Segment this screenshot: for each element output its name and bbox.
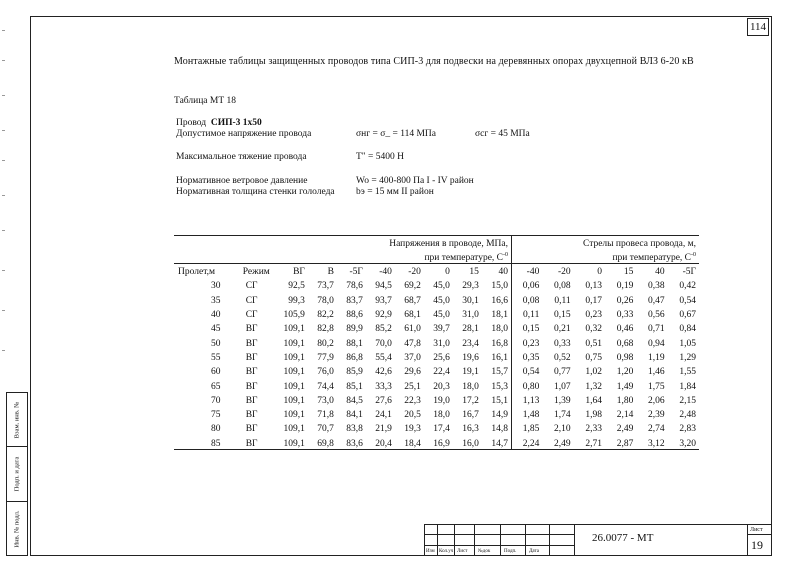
sag-cell: 0,11 (554, 295, 571, 306)
stress-cell: 70,7 (317, 424, 334, 435)
sag-cell: 0,56 (648, 310, 665, 321)
sag-row (511, 379, 699, 393)
sag-cell: 0,26 (616, 295, 634, 306)
sag-cell: 3,12 (648, 438, 665, 449)
stress-cell: 16,0 (462, 438, 479, 449)
stress-cell: 88,6 (346, 310, 363, 321)
mode-cell: ВГ (245, 324, 258, 335)
sag-row (511, 308, 699, 322)
page-number: 114 (747, 18, 769, 36)
sag-cell: 0,06 (522, 281, 540, 292)
sag-cell: 1,07 (554, 381, 571, 392)
strip-cell-sign: Подп. и дата (6, 446, 28, 502)
stress-row (174, 394, 511, 408)
sag-cell: 0,21 (554, 324, 571, 335)
sag-cell: 0,13 (585, 281, 602, 292)
sag-cell: 1,02 (585, 367, 602, 378)
stress-cell: 85,1 (346, 381, 363, 392)
stress-cell: 18,4 (404, 438, 421, 449)
stress-cell: 27,6 (375, 395, 392, 406)
sag-cell: 0,42 (679, 281, 696, 292)
document-title: Монтажные таблицы защищенных проводов типа СИП-3 для подвески на деревянных опорах двухцепной ВЛЗ 6-20 кВ (174, 56, 694, 67)
stress-cell: 18,0 (462, 381, 479, 392)
sag-cell: 1,98 (585, 410, 602, 421)
stress-cell: 19,0 (433, 395, 450, 406)
mode-cell: СГ (245, 295, 258, 306)
sag-cell: 0,17 (585, 295, 602, 306)
stress-row (174, 437, 511, 451)
sag-cell: 0,52 (554, 352, 571, 363)
table-id: Таблица МТ 18 (174, 96, 237, 106)
left-stamp-strip (6, 392, 28, 556)
sag-cell: 0,15 (554, 310, 571, 321)
stress-cell: 73,0 (317, 395, 334, 406)
sag-cell: 0,84 (679, 324, 696, 335)
stress-cell: 14,7 (491, 438, 508, 449)
ice-label: Нормативная толщина стенки гололеда (176, 187, 335, 197)
stress-cell: 80,2 (317, 338, 334, 349)
stress-cell: 78,0 (317, 295, 334, 306)
stress-cell: 18,1 (491, 310, 508, 321)
sag-cell: 0,51 (585, 338, 602, 349)
stress-cell: 24,1 (375, 410, 392, 421)
stress-cell: 78,6 (346, 281, 363, 292)
span-cell: 85 (210, 438, 221, 449)
sag-cell: 2,87 (616, 438, 634, 449)
stress-cell: 109,1 (283, 410, 305, 421)
stress-cell: 45,0 (433, 281, 450, 292)
sag-cell: 0,33 (554, 338, 571, 349)
sag-cell: 1,19 (648, 352, 665, 363)
sag-cell: 2,14 (616, 410, 634, 421)
sag-cell: 0,15 (522, 324, 540, 335)
stress-cell: 109,1 (283, 338, 305, 349)
strip-cell-replace: Взам. инв. № (6, 392, 28, 447)
span-cell: 60 (210, 367, 221, 378)
stress-table (174, 237, 511, 451)
sag-cell: 1,64 (585, 395, 602, 406)
sag-cell: 1,05 (679, 338, 696, 349)
span-cell: 55 (210, 352, 221, 363)
stress-row (174, 408, 511, 422)
sag-cell: 0,11 (523, 310, 540, 321)
stress-cell: 105,9 (283, 310, 305, 321)
mode-cell: СГ (245, 310, 258, 321)
max-tension-label: Максимальное тяжение провода (176, 152, 307, 162)
stress-cell: 69,2 (404, 281, 421, 292)
stress-cell: 16,1 (491, 352, 508, 363)
sag-row (511, 422, 699, 436)
stress-cell: 33,3 (375, 381, 392, 392)
sag-cell: 0,33 (616, 310, 634, 321)
sag-cell: 2,71 (585, 438, 602, 449)
span-cell: 40 (210, 310, 221, 321)
wind-value: Wo = 400-800 Па I - IV район (356, 176, 474, 186)
stress-cell: 19,3 (404, 424, 421, 435)
stress-row (174, 422, 511, 436)
stress-cell: 55,4 (375, 352, 392, 363)
sag-cell: 1,74 (554, 410, 571, 421)
sag-cell: 2,49 (616, 424, 634, 435)
stress-cell: 68,1 (404, 310, 421, 321)
sag-row (511, 394, 699, 408)
stress-col-headers: Пролет,м Режим ВГ В -5Г -40 -20 0 15 40 (178, 267, 508, 278)
stress-cell: 82,2 (317, 310, 334, 321)
stress-cell: 109,1 (283, 367, 305, 378)
sag-cell: 0,35 (522, 352, 540, 363)
wire-value: СИП-3 1х50 (210, 118, 262, 128)
stress-cell: 20,5 (404, 410, 421, 421)
sag-cell: 0,23 (522, 338, 540, 349)
stress-cell: 25,6 (433, 352, 450, 363)
stress-cell: 99,3 (288, 295, 305, 306)
sag-cell: 0,54 (679, 295, 696, 306)
stress-cell: 14,8 (491, 424, 508, 435)
stress-cell: 20,3 (433, 381, 450, 392)
stress-cell: 109,1 (283, 352, 305, 363)
avg-stress-value: σсг = 45 МПа (475, 129, 530, 139)
mode-cell: ВГ (245, 352, 258, 363)
stress-cell: 85,9 (346, 367, 363, 378)
stress-row (174, 379, 511, 393)
sheet-number: 19 (751, 538, 763, 552)
stress-cell: 20,4 (375, 438, 392, 449)
stress-cell: 45,0 (433, 310, 450, 321)
stress-cell: 73,7 (317, 281, 334, 292)
stress-row (174, 279, 511, 293)
sag-cell: 1,13 (522, 395, 540, 406)
span-cell: 30 (210, 281, 221, 292)
sag-cell: 2,10 (554, 424, 571, 435)
sag-cell: 2,15 (679, 395, 696, 406)
stress-cell: 37,0 (404, 352, 421, 363)
sag-cell: 0,94 (648, 338, 665, 349)
sag-cell: 1,20 (616, 367, 634, 378)
stress-cell: 16,8 (491, 338, 508, 349)
sag-cell: 1,85 (522, 424, 540, 435)
stress-cell: 15,1 (491, 395, 508, 406)
sag-row (511, 279, 699, 293)
sag-cell: 0,54 (522, 367, 540, 378)
sag-row (511, 351, 699, 365)
stress-cell: 70,0 (375, 338, 392, 349)
sag-cell: 1,55 (679, 367, 696, 378)
stress-cell: 16,3 (462, 424, 479, 435)
allowed-stress-value: σнг = σ_ = 114 МПа (356, 129, 436, 139)
sag-cell: 0,98 (616, 352, 634, 363)
mode-cell: ВГ (245, 410, 258, 421)
stress-cell: 19,6 (462, 352, 479, 363)
stress-cell: 17,2 (462, 395, 479, 406)
sag-cell: 1,49 (616, 381, 634, 392)
stress-cell: 85,2 (375, 324, 392, 335)
stress-row (174, 322, 511, 336)
stress-cell: 39,7 (433, 324, 450, 335)
strip-cell-inventory: Инв. № подл. (6, 501, 28, 556)
sag-row (511, 365, 699, 379)
mode-cell: ВГ (245, 438, 258, 449)
span-cell: 50 (210, 338, 221, 349)
stress-cell: 83,7 (346, 295, 363, 306)
stress-cell: 69,8 (317, 438, 334, 449)
stress-cell: 82,8 (317, 324, 334, 335)
stress-cell: 45,0 (433, 295, 450, 306)
stress-cell: 88,1 (346, 338, 363, 349)
stress-row (174, 336, 511, 350)
stress-cell: 92,5 (288, 281, 305, 292)
stress-row (174, 294, 511, 308)
span-cell: 80 (210, 424, 221, 435)
sag-cell: 0,46 (616, 324, 634, 335)
stress-cell: 94,5 (375, 281, 392, 292)
stress-cell: 18,0 (433, 410, 450, 421)
sag-row (511, 408, 699, 422)
sag-row (511, 322, 699, 336)
sag-cell: 3,20 (679, 438, 696, 449)
sag-cell: 0,38 (648, 281, 665, 292)
stress-cell: 89,9 (346, 324, 363, 335)
stress-cell: 25,1 (404, 381, 421, 392)
sag-cell: 0,71 (648, 324, 665, 335)
mode-cell: ВГ (245, 338, 258, 349)
allowed-stress-label: Допустимое напряжение провода (176, 129, 312, 139)
stress-cell: 109,1 (283, 438, 305, 449)
sag-cell: 1,84 (679, 381, 696, 392)
sag-cell: 1,46 (648, 367, 665, 378)
sag-row (511, 437, 699, 451)
sag-cell: 1,29 (679, 352, 696, 363)
stress-row (174, 308, 511, 322)
stress-cell: 16,6 (491, 295, 508, 306)
stress-cell: 74,4 (317, 381, 334, 392)
sag-cell: 1,80 (616, 395, 634, 406)
sag-cell: 0,08 (554, 281, 571, 292)
sag-cell: 0,23 (585, 310, 602, 321)
stress-cell: 42,6 (375, 367, 392, 378)
stress-cell: 15,7 (491, 367, 508, 378)
stress-cell: 29,3 (462, 281, 479, 292)
sag-cell: 2,33 (585, 424, 602, 435)
stress-cell: 47,8 (404, 338, 421, 349)
sag-cell: 0,08 (522, 295, 540, 306)
wind-label: Нормативное ветровое давление (176, 176, 308, 186)
span-cell: 45 (210, 324, 221, 335)
stress-cell: 15,0 (491, 281, 508, 292)
span-cell: 75 (210, 410, 221, 421)
span-cell: 65 (210, 381, 221, 392)
stress-cell: 31,0 (433, 338, 450, 349)
stress-cell: 109,1 (283, 395, 305, 406)
mode-cell: ВГ (245, 367, 258, 378)
sag-cell: 0,80 (522, 381, 540, 392)
sag-col-headers: -40 -20 0 15 40 -5Г (526, 267, 696, 278)
stress-cell: 14,9 (491, 410, 508, 421)
stress-cell: 109,1 (283, 424, 305, 435)
stress-cell: 68,7 (404, 295, 421, 306)
sag-cell: 2,48 (679, 410, 696, 421)
stress-cell: 109,1 (283, 324, 305, 335)
sag-cell: 0,67 (679, 310, 696, 321)
span-cell: 35 (210, 295, 221, 306)
sag-cell: 2,74 (648, 424, 665, 435)
sag-table (511, 237, 699, 451)
stress-cell: 84,1 (346, 410, 363, 421)
sag-cell: 1,75 (648, 381, 665, 392)
stress-cell: 18,0 (491, 324, 508, 335)
mode-cell: ВГ (245, 381, 258, 392)
stress-cell: 31,0 (462, 310, 479, 321)
table-top-border (174, 235, 699, 236)
stress-cell: 84,5 (346, 395, 363, 406)
stress-cell: 61,0 (404, 324, 421, 335)
stress-cell: 30,1 (462, 295, 479, 306)
sag-row (511, 336, 699, 350)
stress-table-header: Напряжения в проводе, МПа, при температуре, $С^{-0}$ (389, 239, 508, 264)
document-code: 26.0077 - МТ (592, 532, 654, 544)
stress-row (174, 351, 511, 365)
wire-line (176, 118, 262, 128)
sag-cell: 1,32 (585, 381, 602, 392)
sag-cell: 0,47 (648, 295, 665, 306)
ice-value: bэ = 15 мм II район (356, 187, 434, 197)
stress-cell: 29,6 (404, 367, 421, 378)
stress-cell: 22,4 (433, 367, 450, 378)
stress-cell: 16,7 (462, 410, 479, 421)
sag-cell: 2,24 (522, 438, 540, 449)
stress-cell: 28,1 (462, 324, 479, 335)
sag-cell: 2,39 (648, 410, 665, 421)
sag-cell: 0,19 (616, 281, 634, 292)
stress-cell: 23,4 (462, 338, 479, 349)
sag-row (511, 294, 699, 308)
stress-cell: 109,1 (283, 381, 305, 392)
sag-cell: 1,48 (522, 410, 540, 421)
mode-cell: ВГ (245, 395, 258, 406)
stress-cell: 83,6 (346, 438, 363, 449)
stress-cell: 77,9 (317, 352, 334, 363)
stress-cell: 21,9 (375, 424, 392, 435)
stress-cell: 15,3 (491, 381, 508, 392)
sag-cell: 0,68 (616, 338, 634, 349)
stress-cell: 92,9 (375, 310, 392, 321)
sag-cell: 2,49 (554, 438, 571, 449)
stress-row (174, 365, 511, 379)
sag-cell: 1,39 (554, 395, 571, 406)
stress-cell: 76,0 (317, 367, 334, 378)
max-tension-value: Т" = 5400 Н (356, 152, 405, 162)
sag-cell: 0,75 (585, 352, 602, 363)
stress-cell: 22,3 (404, 395, 421, 406)
binding-margin-marks (2, 20, 8, 380)
sag-cell: 2,06 (648, 395, 665, 406)
stress-cell: 93,7 (375, 295, 392, 306)
sag-cell: 0,32 (585, 324, 602, 335)
stress-cell: 83,8 (346, 424, 363, 435)
span-cell: 70 (210, 395, 221, 406)
stress-cell: 17,4 (433, 424, 450, 435)
mode-cell: СГ (245, 281, 258, 292)
sag-table-header: Стрелы провеса провода, м, при температуре, $С^{-0}$ (582, 239, 696, 264)
sheet-label: Лист (750, 527, 763, 533)
wire-label: Провод (176, 118, 207, 128)
sag-cell: 0,77 (554, 367, 571, 378)
stress-cell: 16,9 (433, 438, 450, 449)
stress-cell: 71,8 (317, 410, 334, 421)
sag-cell: 2,83 (679, 424, 696, 435)
stress-cell: 86,8 (346, 352, 363, 363)
mode-cell: ВГ (245, 424, 258, 435)
stress-cell: 19,1 (462, 367, 479, 378)
